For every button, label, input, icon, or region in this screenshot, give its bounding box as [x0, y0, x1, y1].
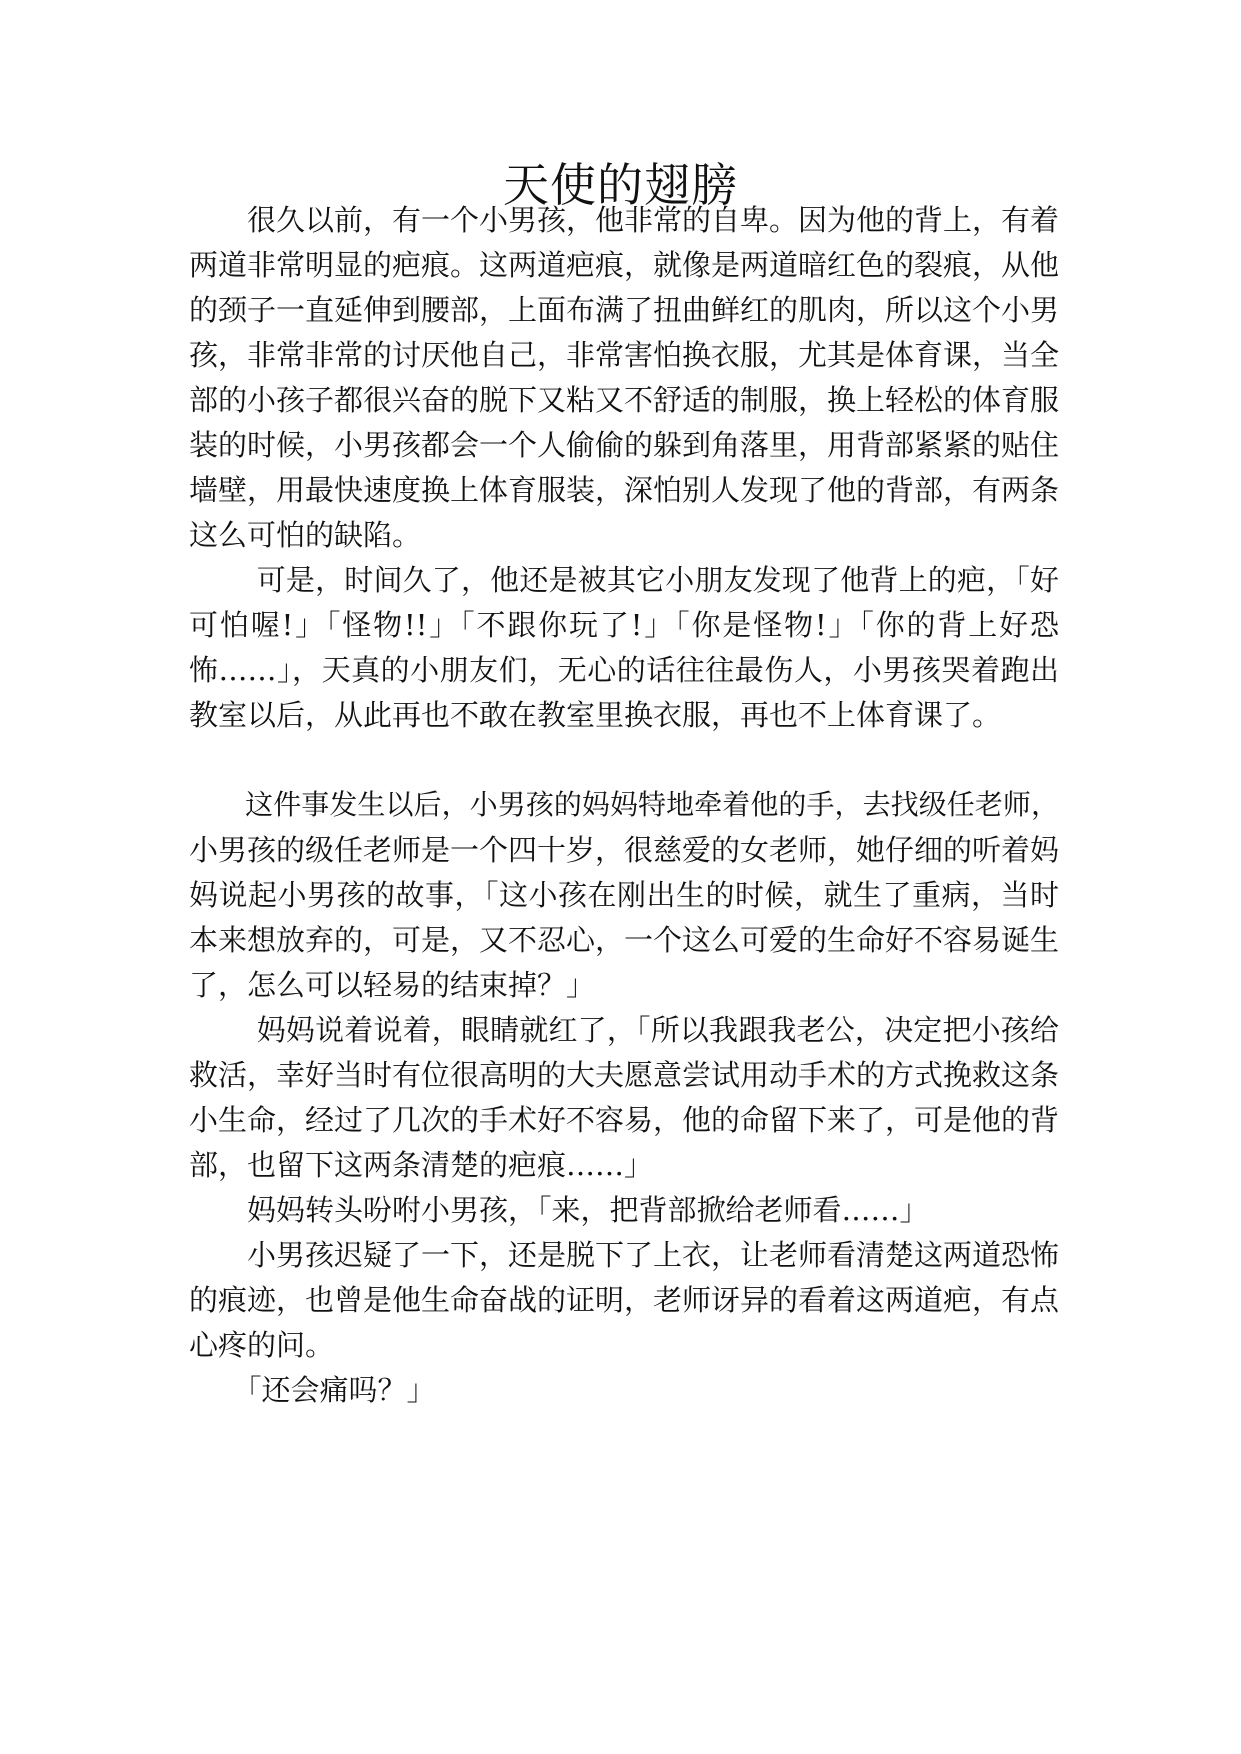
text-line-8: 这么可怕的缺陷。: [189, 518, 422, 552]
text-line-9: 可是，时间久了，他还是被其它小朋友发现了他背上的疤，「好: [189, 563, 1059, 597]
text-line-25: 心疼的问。: [189, 1328, 335, 1362]
text-line-18: 妈妈说着说着，眼睛就红了，「所以我跟我老公，决定把小孩给: [189, 1013, 1059, 1047]
text-line-5: 部的小孩子都很兴奋的脱下又粘又不舒适的制服，换上轻松的体育服: [189, 383, 1060, 417]
document-title: 天使的翅膀: [503, 158, 738, 212]
text-line-6: 装的时候，小男孩都会一个人偷偷的躲到角落里，用背部紧紧的贴住: [189, 428, 1060, 462]
text-line-15: 妈说起小男孩的故事，「这小孩在刚出生的时候，就生了重病，当时: [189, 878, 1059, 912]
text-line-20: 小生命，经过了几次的手术好不容易，他的命留下来了，可是他的背: [189, 1103, 1060, 1137]
text-line-12: 教室以后，从此再也不敢在教室里换衣服，再也不上体育课了。: [189, 698, 1002, 732]
text-line-17: 了，怎么可以轻易的结束掉？」: [189, 968, 596, 1002]
text-line-14: 小男孩的级任老师是一个四十岁，很慈爱的女老师，她仔细的听着妈: [189, 833, 1060, 867]
text-line-24: 的痕迹，也曾是他生命奋战的证明，老师讶异的看着这两道疤，有点: [189, 1283, 1060, 1317]
text-line-2: 两道非常明显的疤痕。这两道疤痕，就像是两道暗红色的裂痕，从他: [189, 248, 1060, 282]
text-line-19: 救活，幸好当时有位很高明的大夫愿意尝试用动手术的方式挽救这条: [189, 1058, 1060, 1092]
text-line-3: 的颈子一直延伸到腰部，上面布满了扭曲鲜红的肌肉，所以这个小男: [189, 293, 1060, 327]
text-line-7: 墙壁，用最快速度换上体育服装，深怕别人发现了他的背部，有两条: [189, 473, 1060, 507]
text-line-13: 这件事发生以后，小男孩的妈妈特地牵着他的手，去找级任老师，: [189, 788, 1059, 821]
text-line-26: 「还会痛吗？」: [189, 1373, 436, 1407]
text-line-1: 很久以前，有一个小男孩，他非常的自卑。因为他的背上，有着: [189, 203, 1060, 237]
text-line-4: 孩，非常非常的讨厌他自己，非常害怕换衣服，尤其是体育课，当全: [189, 338, 1060, 372]
text-line-11: 怖……」，天真的小朋友们，无心的话往往最伤人，小男孩哭着跑出: [189, 653, 1059, 687]
text-line-16: 本来想放弃的，可是，又不忍心，一个这么可爱的生命好不容易诞生: [189, 923, 1060, 957]
text-line-10: 可怕喔!」「怪物!!」「不跟你玩了!」「你是怪物!」「你的背上好恐: [189, 608, 1059, 642]
text-line-23: 小男孩迟疑了一下，还是脱下了上衣，让老师看清楚这两道恐怖: [189, 1238, 1060, 1272]
text-line-21: 部，也留下这两条清楚的疤痕……」: [189, 1148, 654, 1182]
text-line-22: 妈妈转头吩咐小男孩，「来，把背部掀给老师看……」: [189, 1193, 929, 1227]
